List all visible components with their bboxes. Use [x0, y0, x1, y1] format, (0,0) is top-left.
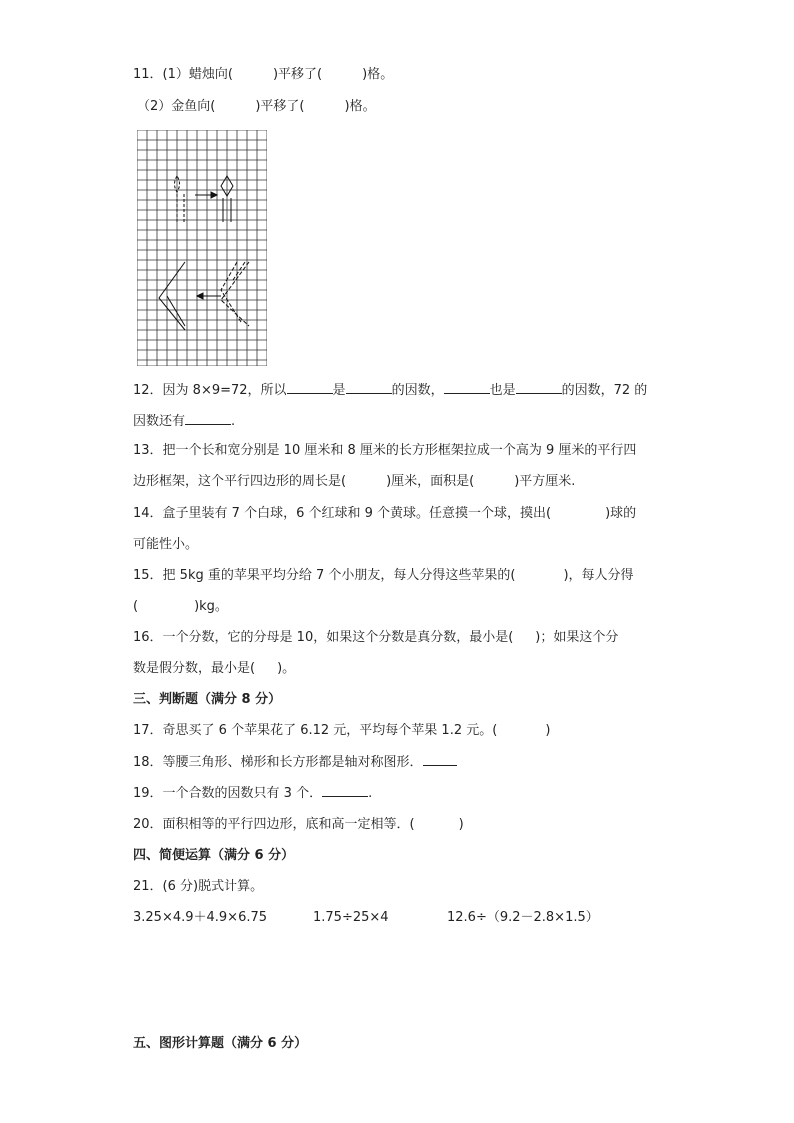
- q15-text-b: )，每人分得: [563, 568, 634, 583]
- q18-blank-judge[interactable]: [423, 753, 457, 766]
- q21-expression-1: 3.25×4.9＋4.9×6.75: [133, 910, 268, 925]
- q12-line2: [133, 412, 235, 431]
- q12-text-g: .: [231, 414, 236, 429]
- q12-text-d: 也是: [489, 383, 516, 398]
- q13-line2: [133, 473, 575, 491]
- q19-text-b: .: [368, 786, 373, 801]
- q16-text-c: 数是假分数，最小是(: [133, 661, 256, 676]
- q11-part1-suffix: )格。: [362, 67, 394, 82]
- q16-text-d: )。: [277, 661, 296, 676]
- q11-part1-prefix: 11．(1）蜡烛向(: [133, 67, 233, 82]
- q21-expression-3: 12.6÷（9.2－2.8×1.5）: [447, 910, 599, 925]
- candle-arrow-icon: [195, 192, 217, 198]
- q12-text-a: 12．因为 8×9=72，所以: [133, 383, 287, 398]
- q16-line2: [133, 660, 295, 678]
- q14-line2: 可能性小。: [133, 537, 199, 552]
- q12-blank-1[interactable]: [287, 381, 333, 394]
- q17-text-a: 17．奇思买了 6 个苹果花了 6.12 元，平均每个苹果 1.2 元。(: [133, 723, 498, 738]
- section-5-heading: 五、图形计算题（满分 6 分）: [133, 1036, 308, 1051]
- q19-blank-judge[interactable]: [322, 784, 368, 797]
- q11-part2: [137, 98, 376, 116]
- q21-title: 21．(6 分)脱式计算。: [133, 879, 264, 894]
- q20: [133, 816, 464, 834]
- q12-blank-4[interactable]: [516, 381, 562, 394]
- q16-text-a: 16．一个分数，它的分母是 10，如果这个分数是真分数，最小是(: [133, 630, 514, 645]
- q12-blank-3[interactable]: [444, 381, 490, 394]
- q17-text-b: ): [545, 723, 551, 738]
- q19-text-a: 19．一个合数的因数只有 3 个．: [133, 786, 323, 801]
- goldfish-original-icon: [221, 262, 249, 326]
- q11-part2-prefix: （2）金鱼向(: [137, 99, 216, 114]
- q14-text-a: 14．盒子里装有 7 个白球，6 个红球和 9 个黄球。任意摸一个球，摸出(: [133, 506, 552, 521]
- q13-line1: 13．把一个长和宽分别是 10 厘米和 8 厘米的长方形框架拉成一个高为 9 厘米的平行四: [133, 443, 637, 458]
- q21-expressions: [133, 909, 599, 927]
- q15-text-a: 15．把 5kg 重的苹果平均分给 7 个小朋友，每人分得这些苹果的(: [133, 568, 516, 583]
- q13-text-a: 边形框架，这个平行四边形的周长是(: [133, 474, 347, 489]
- q11-part2-suffix: )格。: [344, 99, 376, 114]
- q12-blank-2[interactable]: [346, 381, 392, 394]
- q19: [133, 784, 372, 803]
- q20-text-b: ): [458, 817, 464, 832]
- q11-part1-mid: )平移了(: [272, 67, 323, 82]
- q16-text-b: )；如果这个分: [535, 630, 619, 645]
- grid-lines: [137, 130, 267, 366]
- q12-text-f: 因数还有: [133, 414, 186, 429]
- q15-line2: [133, 598, 228, 616]
- q15-line1: [133, 567, 634, 585]
- q16-line1: [133, 629, 618, 647]
- q17: [133, 722, 550, 740]
- q11-part1: [133, 66, 393, 84]
- q11-part2-mid: )平移了(: [255, 99, 305, 114]
- translation-grid-figure: [137, 130, 267, 366]
- q18-text-a: 18．等腰三角形、梯形和长方形都是轴对称图形．: [133, 755, 423, 770]
- q12-line1: [133, 381, 647, 400]
- q12-text-e: 的因数，72 的: [561, 383, 648, 398]
- q18: [133, 753, 457, 772]
- q15-text-c: (: [133, 599, 139, 614]
- section-3-heading: 三、判断题（满分 8 分）: [133, 692, 282, 707]
- q12-text-c: 的因数，: [391, 383, 444, 398]
- q14-line1: [133, 505, 636, 523]
- q12-blank-5[interactable]: [185, 412, 231, 425]
- q15-text-d: )kg。: [194, 599, 228, 614]
- q20-text-a: 20．面积相等的平行四边形，底和高一定相等．(: [133, 817, 415, 832]
- q12-text-b: 是: [332, 383, 346, 398]
- q14-text-b: )球的: [605, 506, 637, 521]
- q21-expression-2: 1.75÷25×4: [313, 910, 389, 925]
- q13-text-c: )平方厘米.: [514, 474, 576, 489]
- q13-text-b: )厘米，面积是(: [386, 474, 475, 489]
- candle-original-icon: [175, 176, 185, 222]
- section-4-heading: 四、简便运算（满分 6 分）: [133, 848, 295, 863]
